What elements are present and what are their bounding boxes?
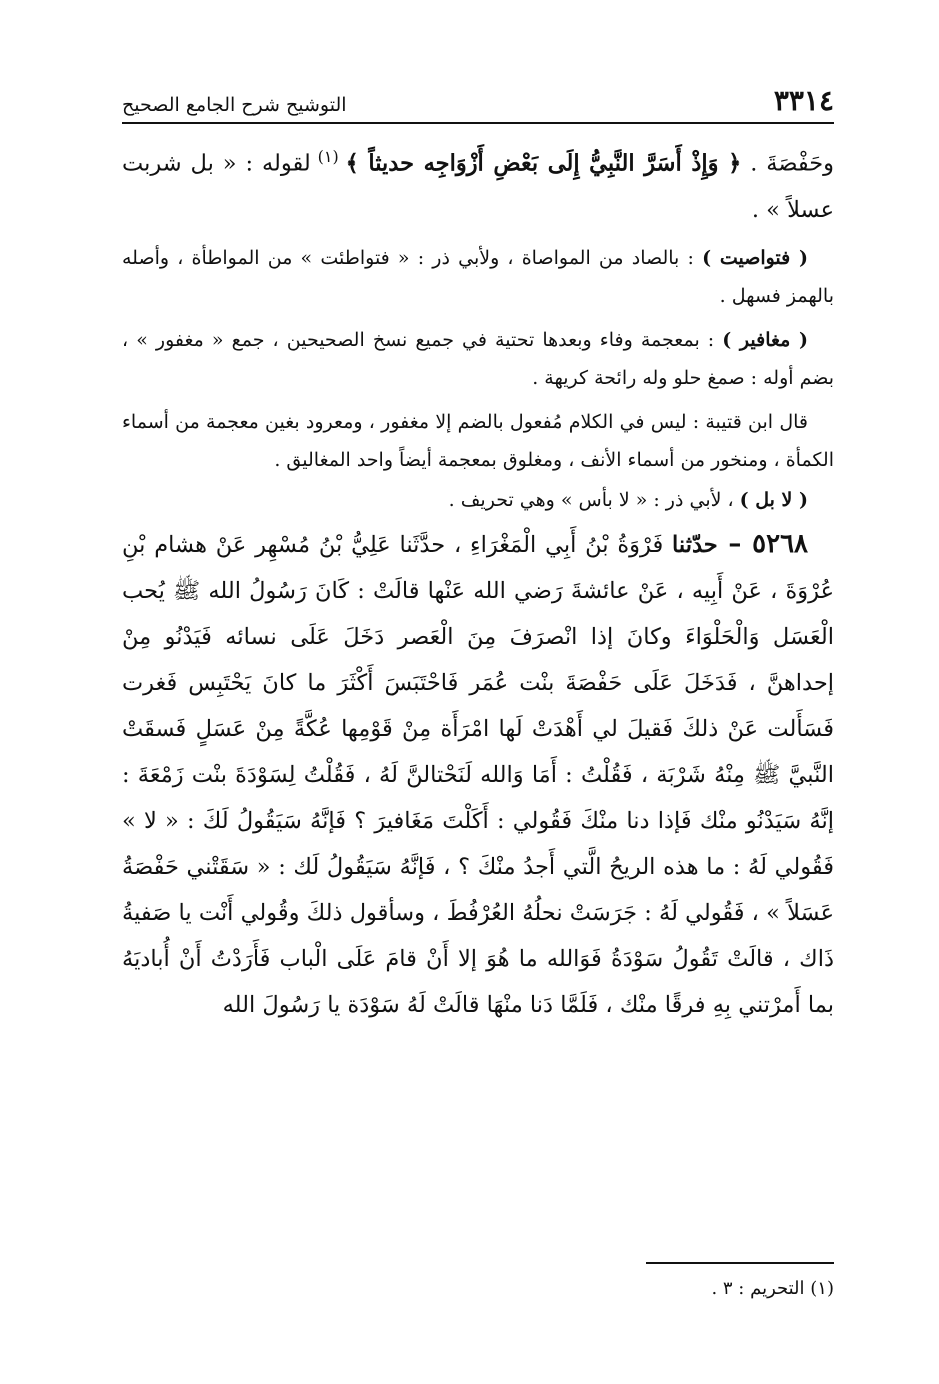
note-text: ، لأبي ذر : « لا بأس » وهي تحريف . (448, 488, 740, 511)
note-term: ( مغافير ) (722, 328, 808, 351)
hadith-lead: حدّثنا (672, 531, 718, 558)
hadith-paragraph (122, 521, 834, 1028)
note-text: قال ابن قتيبة : ليس في الكلام مُفعول بالضم إلا مغفور ، ومعرود بغين معجمة من أسماء الكمأة ، ومنخور من أسماء الأنف ، ومغلوق بمعجمة أيضاً واحد المغاليق . (122, 410, 834, 471)
hadith-number: ٥٢٦٨ (752, 528, 808, 559)
page-number: ٣٣١٤ (773, 84, 834, 117)
quran-close-bracket: ﴾ (345, 150, 359, 177)
note-maghafir (122, 321, 834, 397)
quran-open-bracket: ﴿ (728, 150, 742, 177)
footnote-reference: (١) (310, 147, 346, 166)
note-fatawasayt (122, 239, 834, 315)
book-title: التوشيح شرح الجامع الصحيح (122, 94, 347, 116)
note-text: : بمعجمة وفاء وبعدها تحتية في جميع نسخ الصحيحين ، جمع « مغفور » ، بضم أوله : صمغ حلو وله رائحة كريهة . (122, 328, 834, 389)
intro-paragraph (122, 134, 834, 233)
running-header (122, 80, 834, 122)
hadith-text: فَرْوَةُ بْنُ أَبِي الْمَغْرَاءِ ، حدَّثَنا عَلِيُّ بْنُ مُسْهِر عَنْ هشام بْنِ عُرْوَةَ ، عَنْ أَبِيه ، عَنْ عائشةَ رَضي الله عَنْها قالَتْ : كَانَ رَسُولُ الله ﷺ يُحب الْعَسَل وَالْحَلْوَاءَ وكانَ إذا انْصرَفَ مِنَ الْعَصر دَخَلَ عَلَى نسائه فَيَدْنُو مِنْ إحداهنَّ ، فَدَخَلَ عَلَى حَفْصَةَ بنْت عُمَر فَاحْتَبَسَ أَكْثَرَ ما كانَ يَحْتَبِس فَغرت فَسَأَلت عَنْ ذلكَ فَقيلَ لي أَهْدَتْ لَها امْرَأَة مِنْ قَوْمِها عُكَّةً مِنْ عَسَلٍ فَسقَتْ النَّبيَّ ﷺ مِنْهُ شَرْبَة ، فَقُلْتُ : أَمَا وَالله لَنَحْتالنَّ لَهُ ، فَقُلْتُ لِسَوْدَةَ بنْت زَمْعَةَ : إنَّهُ سَيَدْنُو منْك فَإذا دنا منْكَ فَقُولي : أَكَلْتَ مَغَافيرَ ؟ فَإنَّهُ سَيَقُولُ لَكَ : « لا » فَقُولي لَهُ : ما هذه الريحُ الَّتي أَجدُ منْكَ ؟ ، فَإنَّهُ سَيَقُولُ لَك : « سَقَتْني حَفْصَةُ عَسَلاً » ، فَقُولي لَهُ : جَرَسَتْ نحلُهُ العُرْفُطَ ، وسأقول ذلكَ وقُولي أَنْت يا صَفيةُ ذَاك ، قالَتْ تَقُولُ سَوْدَةُ فَوَالله ما هُوَ إلا أَنْ قامَ عَلَى الْباب فَأَرَدْتُ أَنْ أُباديَهُ بما أَمرْتني بِهِ فرقًا منْك ، فَلَمَّا دَنا منْهَا قالَتْ لَهُ سَوْدَة يا رَسُولَ الله (122, 531, 834, 1018)
header-rule (122, 122, 834, 124)
note-ibn-qutayba (122, 403, 834, 479)
note-la-bal (122, 481, 834, 519)
quran-verse: وَإِذْ أَسَرَّ النَّبِيُّ إِلَى بَعْضِ أَزْوَاجِه حديثاً (358, 150, 729, 177)
note-term: ( فتواصيت ) (702, 246, 808, 269)
note-text: : بالصاد من المواصاة ، ولأبي ذر : « فتواطئت » من المواطأة ، وأصله بالهمز فسهل . (122, 246, 834, 307)
intro-tail: لقوله : « بل شربت عسلاً » . (122, 150, 834, 223)
book-page (122, 80, 834, 1340)
footnote: (١) التحريم : ٣ . (711, 1278, 834, 1299)
intro-lead: وحَفْصَةَ . (741, 150, 835, 177)
note-term: ( لا بل ) (739, 488, 808, 511)
footnote-rule (646, 1262, 834, 1264)
hadith-dash: – (717, 528, 753, 559)
